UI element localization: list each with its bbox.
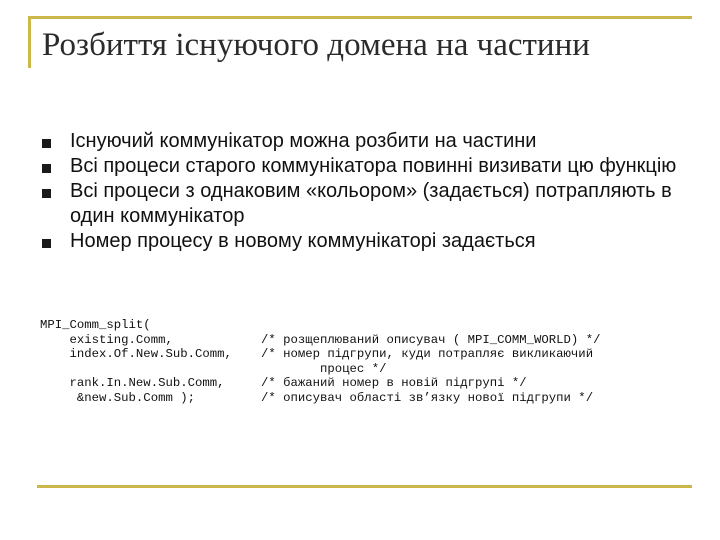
code-comment: процес */ — [261, 361, 387, 376]
frame-bottom-line — [37, 485, 692, 488]
code-text: rank.In.New.Sub.Comm, — [40, 376, 225, 390]
square-bullet-icon — [42, 164, 51, 173]
bullet-text: Всі процеси старого коммунікатора повинні визивати цю функцію — [70, 155, 677, 177]
code-text: existing.Comm, — [40, 332, 173, 347]
code-comment: /* номер підгрупи, куди потрапляє викликаючий — [261, 347, 594, 361]
code-comment: /* розщеплюваний описувач ( MPI_COMM_WORLD) */ — [261, 332, 601, 347]
slide-title: Розбиття існуючого домена на частини — [42, 27, 590, 63]
code-line — [40, 362, 700, 377]
code-line — [40, 347, 700, 362]
code-comment: /* описувач області зв’язку нової підгрупи */ — [261, 390, 594, 405]
bullet-list — [40, 129, 700, 254]
code-line — [40, 318, 700, 333]
bullet-text: Всі процеси з однаковим «кольором» (задається) потрапляють в один коммунікатор — [70, 180, 672, 227]
code-line — [40, 391, 700, 406]
bullet-item — [40, 129, 700, 154]
bullet-item — [40, 229, 700, 254]
frame-left-line — [28, 16, 31, 68]
code-block — [40, 318, 700, 405]
frame-top-line — [28, 16, 692, 19]
code-text: &new.Sub.Comm ); — [40, 390, 195, 405]
bullet-text: Існуючий коммунікатор можна розбити на частини — [70, 130, 537, 152]
bullet-item — [40, 154, 700, 179]
bullet-item — [40, 179, 700, 229]
code-comment: /* бажаний номер в новій підгрупі */ — [261, 376, 527, 390]
square-bullet-icon — [42, 139, 51, 148]
square-bullet-icon — [42, 189, 51, 198]
code-text: index.Of.New.Sub.Comm, — [40, 347, 232, 361]
code-line — [40, 376, 700, 391]
bullet-text: Номер процесу в новому коммунікаторі задається — [70, 230, 536, 252]
code-text: MPI_Comm_split( — [40, 318, 151, 332]
square-bullet-icon — [42, 239, 51, 248]
code-line — [40, 333, 700, 348]
